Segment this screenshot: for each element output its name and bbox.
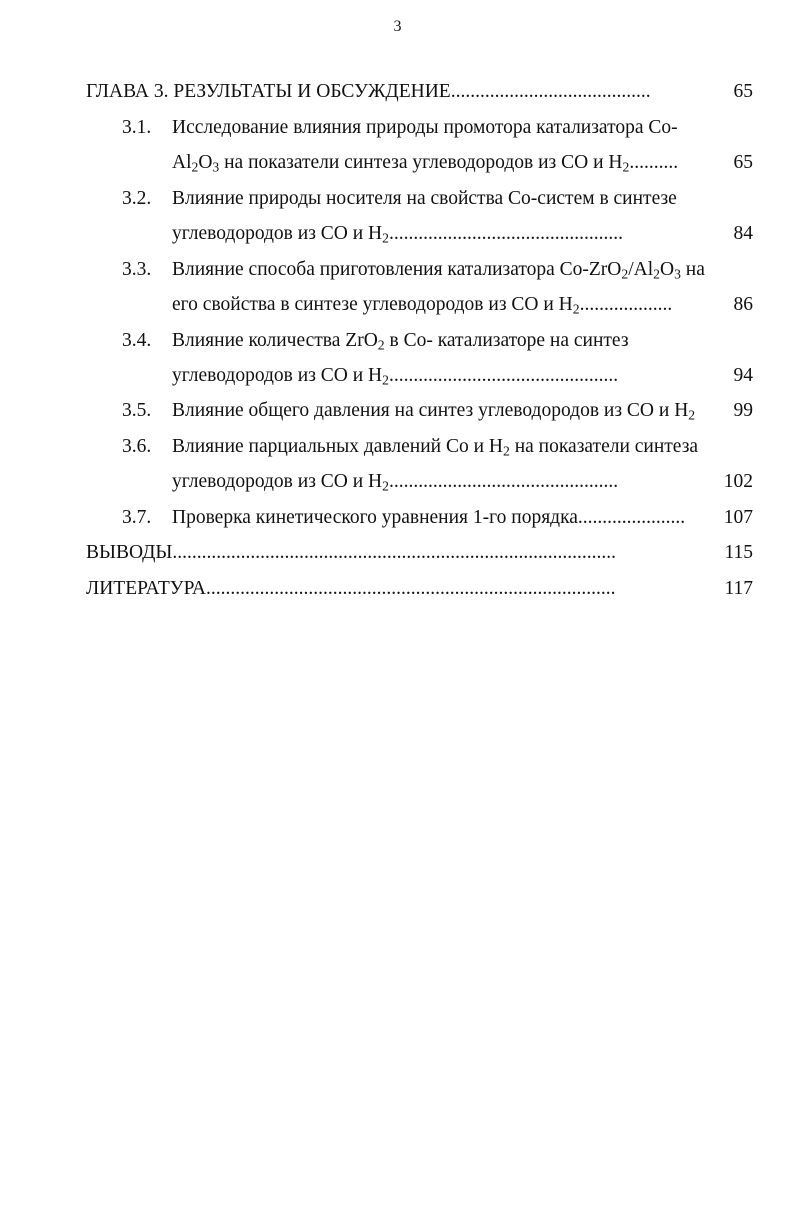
toc-section-page: 86: [733, 294, 753, 315]
toc-conclusions-page: 115: [724, 542, 753, 563]
toc-section-title: Влияние парциальных давлений Co и $H_2$ на показатели синтеза: [172, 436, 699, 459]
toc-section-title: Влияние способа приготовления катализатора $Co-ZrO_2/Al_2O_3$ на: [172, 259, 705, 282]
toc-section-number: 3.2.: [122, 188, 152, 209]
toc-section-number: 3.6.: [122, 436, 152, 457]
toc-section-page: 84: [733, 223, 753, 244]
toc-literature: ЛИТЕРАТУРА....................................................................................: [86, 578, 616, 599]
toc-section-page: 107: [723, 507, 753, 528]
toc-section-title-continued: его свойства в синтезе углеводородов из CO и $H_2$...................: [172, 294, 673, 317]
toc-section-page: 94: [733, 365, 753, 386]
toc-section-number: 3.3.: [122, 259, 152, 280]
toc-section-title-continued: углеводородов из CO и $H_2$...............................................: [172, 471, 619, 494]
toc-section-number: 3.5.: [122, 400, 152, 421]
toc-section-title: Исследование влияния природы промотора катализатора Co-: [172, 117, 678, 138]
toc-section-page: 102: [723, 471, 753, 492]
toc-chapter-title: ГЛАВА 3. РЕЗУЛЬТАТЫ И ОБСУЖДЕНИЕ.........................................: [86, 81, 651, 102]
page-number: 3: [393, 18, 402, 35]
toc-section-title: Проверка кинетического уравнения 1-го порядка......................: [172, 507, 686, 528]
toc-section-number: 3.4.: [122, 330, 152, 351]
toc-section-title: Влияние количества ZrO$_2$ в Co- катализаторе на синтез: [172, 330, 629, 353]
toc-section-title-continued: углеводородов из CO и $H_2$...............................................: [172, 365, 619, 388]
toc-conclusions: ВЫВОДЫ...........................................................................................: [86, 542, 617, 563]
toc-section-title-continued: углеводородов из CO и $H_2$................................................: [172, 223, 623, 246]
toc-section-title: Влияние общего давления на синтез углеводородов из CO и $H_2$: [172, 400, 696, 423]
toc-section-page: 65: [733, 152, 753, 173]
toc-section-title: Влияние природы носителя на свойства Co-систем в синтезе: [172, 188, 677, 209]
toc-chapter-page: 65: [733, 81, 753, 102]
toc-section-number: 3.7.: [122, 507, 152, 528]
toc-literature-page: 117: [724, 578, 753, 599]
toc-section-title-continued: $Al_2O_3$ на показатели синтеза углеводородов из CO и $H_2$..........: [172, 152, 679, 175]
toc-section-page: 99: [733, 400, 753, 421]
toc-section-number: 3.1.: [122, 117, 152, 138]
